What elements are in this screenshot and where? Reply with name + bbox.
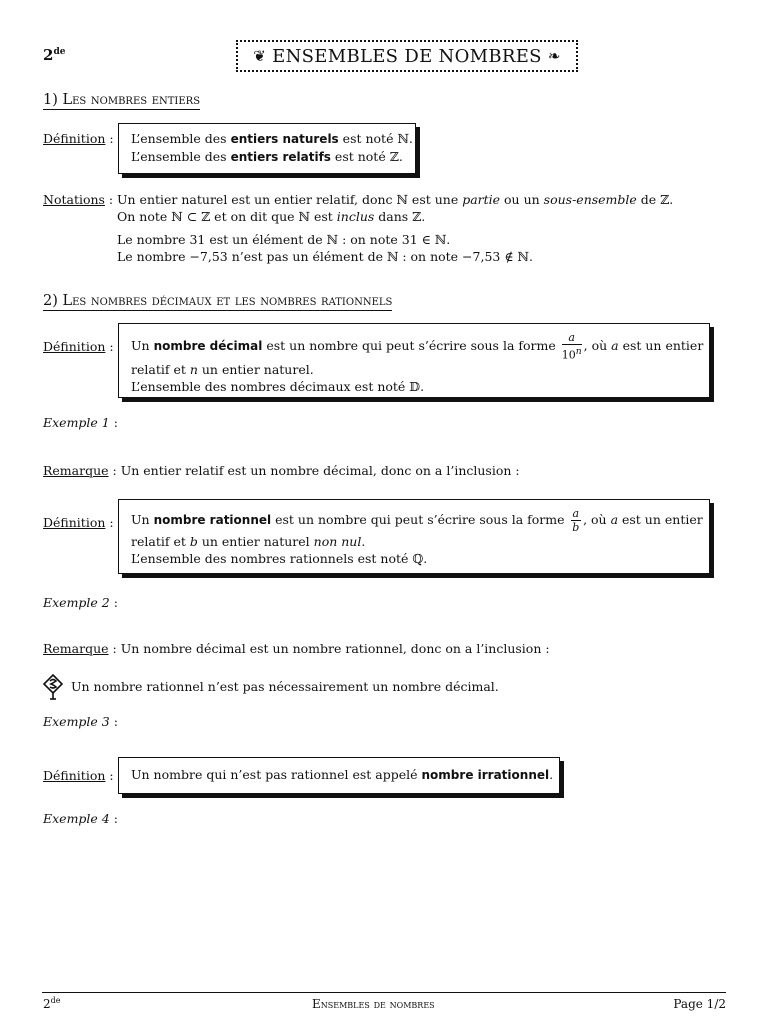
footer-level: 2de (43, 996, 61, 1011)
fraction-a-over-10n: $\frac{a}{10^n}$ (561, 331, 582, 362)
notations-label: Notations : (43, 192, 114, 207)
definition-label: Définition : (43, 515, 114, 530)
ornament-left-icon: ❦ (253, 47, 267, 65)
def-line: L’ensemble des entiers naturels est noté ℕ. (131, 131, 413, 146)
remark-2: Remarque : Un nombre décimal est un nombre rationnel, donc on a l’inclusion : (43, 641, 550, 656)
warning-text: Un nombre rationnel n’est pas nécessairement un nombre décimal. (71, 679, 499, 694)
def-line: Un nombre décimal est un nombre qui peut s’écrire sous la forme $\frac{a}{10^n}$ , où a est un entier (131, 331, 704, 362)
ornament-right-icon: ❧ (547, 47, 561, 65)
page-number: Page 1/2 (673, 997, 726, 1011)
definition-label: Définition : (43, 339, 114, 354)
def-line: Un nombre rationnel est un nombre qui peut s’écrire sous la forme $\frac{a}{b}$ , où a est un entier (131, 507, 703, 534)
definition-label: Définition : (43, 768, 114, 783)
notation-line: Un entier naturel est un entier relatif, donc ℕ est une partie ou un sous-ensemble de ℤ. (117, 192, 674, 207)
notation-line: On note ℕ ⊂ ℤ et on dit que ℕ est inclus dans ℤ. (117, 209, 426, 224)
notations-text (117, 191, 673, 265)
example-4-label: Exemple 4 : (43, 811, 118, 826)
def-line: relatif et b un entier naturel non nul. (131, 534, 366, 549)
example-1-label: Exemple 1 : (43, 415, 118, 430)
footer-title: Ensembles de nombres (312, 997, 435, 1011)
example-2-label: Exemple 2 : (43, 595, 118, 610)
definition-box-integers (118, 123, 416, 174)
def-line: L’ensemble des entiers relatifs est noté ℤ. (131, 149, 403, 164)
page-title (236, 40, 578, 72)
definition-box-rational (118, 499, 710, 574)
def-line: Un nombre qui n’est pas rationnel est appelé nombre irrationnel. (131, 767, 554, 782)
notation-line: Le nombre −7,53 n’est pas un élément de ℕ : on note −7,53 ∉ ℕ. (117, 249, 533, 264)
definition-box-decimal (118, 323, 710, 398)
section-2-heading: 2) Les nombres décimaux et les nombres rationnels (43, 293, 393, 309)
definition-label: Définition : (43, 131, 114, 146)
section-1-heading: 1) Les nombres entiers (43, 92, 201, 108)
def-line: L’ensemble des nombres rationnels est noté ℚ. (131, 551, 428, 566)
fraction-a-over-b: $\frac{a}{b}$ (572, 507, 580, 534)
example-3-label: Exemple 3 : (43, 714, 118, 729)
definition-box-irrational (118, 757, 560, 794)
footer-divider (42, 992, 726, 993)
def-line: L’ensemble des nombres décimaux est noté 𝔻. (131, 378, 425, 394)
notation-line: Le nombre 31 est un élément de ℕ : on note 31 ∈ ℕ. (117, 232, 451, 247)
def-line: relatif et n un entier naturel. (131, 361, 314, 377)
remark-1: Remarque : Un entier relatif est un nombre décimal, donc on a l’inclusion : (43, 463, 520, 478)
warning-road-sign-icon (43, 674, 63, 700)
class-level: 2de (43, 46, 66, 64)
page-title-text: ENSEMBLES DE NOMBRES (272, 45, 542, 67)
